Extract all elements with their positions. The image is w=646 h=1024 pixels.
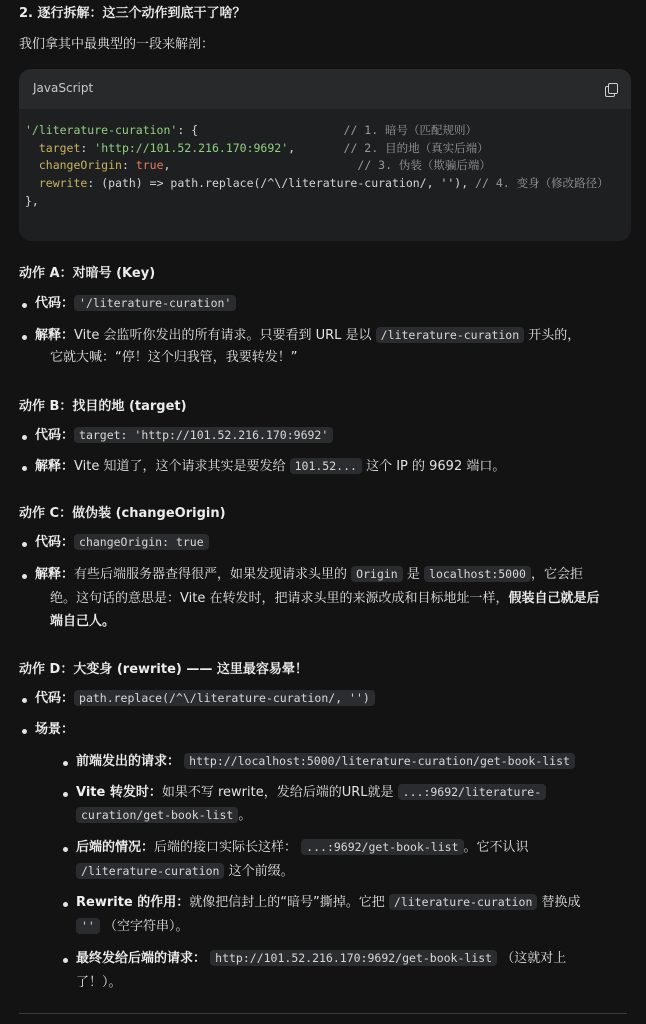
list-item: 解释：有些后端服务器查得很严，如果发现请求头里的 Origin 是 localhost:5000 ，它会拒: [35, 565, 583, 586]
bullet: [63, 792, 68, 797]
sub-list-item: 后端的情况：后端的接口实际长这样： ...:9692/get-book-list 。它不认识: [76, 838, 529, 859]
list-item: 代码： path.replace(/^\/literature-curation/, ''): [35, 689, 375, 710]
sub-list-item: Vite 转发时：如果不写 rewrite，发给后端的URL就是 ...:9692/literature-: [76, 783, 546, 804]
list-item: 解释：Vite 知道了，这个请求其实是要发给 101.52... 这个 IP 的 9692 端口。: [35, 457, 505, 478]
bullet: [63, 761, 68, 766]
sub-list-item: 前端发出的请求： http://localhost:5000/literature-curation/get-book-list: [76, 752, 575, 773]
code-language-label: JavaScript: [33, 81, 94, 96]
bullet: [22, 466, 27, 471]
intro-text: 我们拿其中最典型的一段来解剖：: [19, 37, 215, 52]
copy-icon[interactable]: [605, 83, 617, 96]
list-item: 解释：Vite 会监听你发出的所有请求。只要看到 URL 是以 /literature-curation 开头的，: [35, 326, 580, 347]
code-block: [19, 69, 631, 241]
list-item: 代码： target: 'http://101.52.216.170:9692': [35, 426, 333, 447]
list-item-continuation: 端自己人。: [50, 614, 116, 629]
bullet: [22, 729, 27, 734]
bullet: [22, 574, 27, 579]
list-item: 代码： changeOrigin: true: [35, 533, 209, 554]
bullet: [22, 303, 27, 308]
code-key: '/literature-curation': [25, 123, 178, 137]
list-item-continuation: 它就大喊：“停！这个归我管，我要转发！”: [50, 350, 298, 365]
bullet: [63, 902, 68, 907]
sub-list-item-continuation: curation/get-book-list 。: [76, 806, 251, 827]
list-item-continuation: 绝。这句话的意思是：Vite 在转发时，把请求头里的来源改成和目标地址一样，假装自己就是后: [50, 591, 600, 606]
code-content: '/literature-curation': { // 1. 暗号（匹配规则） target: 'http://101.52.216.170:9692', // 2. 目的地（真实后端） changeOrigin: true, // 3. 伪装（欺骗后端） rewrite: (path) => path.replace(/^\/literature-curation/, ''), // 4. 变身（修改路径） },: [25, 123, 609, 208]
sub-list-item-continuation: '' （空字符串）。: [76, 917, 189, 938]
bullet: [22, 435, 27, 440]
divider: [19, 1013, 627, 1014]
list-item: 代码： '/literature-curation': [35, 294, 236, 315]
code-comment: // 1. 暗号（匹配规则）: [343, 123, 478, 137]
section-title: 2. 逐行拆解：这三个动作到底干了啥？: [19, 6, 246, 21]
action-b-title: 动作 B：找目的地 (target): [19, 399, 187, 414]
sub-list-item-continuation: /literature-curation 这个前缀。: [76, 862, 294, 883]
code-block-header: [19, 69, 631, 109]
bullet: [22, 335, 27, 340]
list-item: 场景：: [35, 720, 74, 741]
action-c-title: 动作 C：做伪装 (changeOrigin): [19, 506, 226, 521]
bullet: [63, 847, 68, 852]
bullet: [22, 698, 27, 703]
sub-list-item: 最终发给后端的请求： http://101.52.216.170:9692/get-book-list （这就对上: [76, 949, 566, 970]
bullet: [63, 958, 68, 963]
sub-list-item-continuation: 了！）。: [76, 975, 122, 990]
bullet: [22, 542, 27, 547]
action-d-title: 动作 D：大变身 (rewrite) —— 这里最容易晕！: [19, 662, 308, 677]
action-a-title: 动作 A：对暗号 (Key): [19, 266, 156, 281]
sub-list-item: Rewrite 的作用：就像把信封上的“暗号”撕掉。它把 /literature-curation 替换成: [76, 893, 581, 914]
